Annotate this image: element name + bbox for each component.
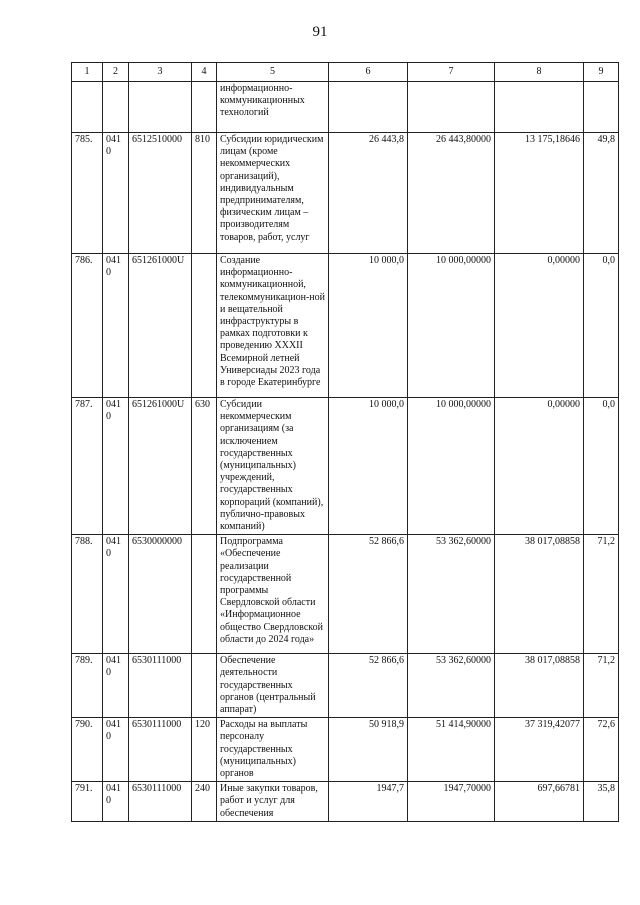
row-number: 786. <box>72 254 103 398</box>
execution-percent: 35,8 <box>584 782 619 822</box>
refined-amount: 10 000,00000 <box>408 398 495 535</box>
item-name: Обеспечение деятельности государственных органов (центральный аппарат) <box>217 654 329 718</box>
target-article-code: 6530111000 <box>129 654 192 718</box>
section-code: 0410 <box>103 133 129 254</box>
target-article-code: 6512510000 <box>129 133 192 254</box>
execution-percent: 0,0 <box>584 254 619 398</box>
row-number: 787. <box>72 398 103 535</box>
approved-amount: 1947,7 <box>329 782 408 822</box>
col-header: 5 <box>217 63 329 82</box>
item-name: Расходы на выплаты персоналу государственных (муниципальных) органов <box>217 718 329 782</box>
row-number: 788. <box>72 535 103 654</box>
execution-percent: 72,6 <box>584 718 619 782</box>
col-header: 2 <box>103 63 129 82</box>
row-number: 789. <box>72 654 103 718</box>
executed-amount: 697,66781 <box>495 782 584 822</box>
item-name: Субсидии некоммерческим организациям (за исключением государственных (муниципальных) учреждений, государственных корпораций (компаний), публично-правовых компаний) <box>217 398 329 535</box>
item-name: Субсидии юридическим лицам (кроме некоммерческих организаций), индивидуальным предпринимателям, физическим лицам – производителям товаров, работ, услуг <box>217 133 329 254</box>
table-row <box>72 535 619 654</box>
row-number: 790. <box>72 718 103 782</box>
approved-amount: 52 866,6 <box>329 654 408 718</box>
section-code: 0410 <box>103 718 129 782</box>
execution-percent: 71,2 <box>584 535 619 654</box>
table-row <box>72 82 619 133</box>
refined-amount: 10 000,00000 <box>408 254 495 398</box>
col-header: 1 <box>72 63 103 82</box>
item-name: Создание информационно-коммуникационной, телекоммуникацион-ной и вещательной инфраструктуры в рамках подготовки к проведению XXXII Всемирной летней Универсиады 2023 года в городе Екатеринбурге <box>217 254 329 398</box>
refined-amount <box>408 82 495 133</box>
table-row <box>72 133 619 254</box>
expense-type-code: 810 <box>192 133 217 254</box>
budget-table <box>71 62 619 822</box>
col-header: 8 <box>495 63 584 82</box>
execution-percent <box>584 82 619 133</box>
expense-type-code: 240 <box>192 782 217 822</box>
target-article-code <box>129 82 192 133</box>
item-name: Подпрограмма «Обеспечение реализации государственной программы Свердловской области «Информационное общество Свердловской области до 2024 года» <box>217 535 329 654</box>
refined-amount: 26 443,80000 <box>408 133 495 254</box>
section-code: 0410 <box>103 782 129 822</box>
approved-amount: 10 000,0 <box>329 398 408 535</box>
col-header: 6 <box>329 63 408 82</box>
expense-type-code <box>192 82 217 133</box>
section-code: 0410 <box>103 654 129 718</box>
approved-amount: 50 918,9 <box>329 718 408 782</box>
table-row <box>72 398 619 535</box>
executed-amount: 0,00000 <box>495 398 584 535</box>
target-article-code: 6530000000 <box>129 535 192 654</box>
section-code <box>103 82 129 133</box>
approved-amount: 26 443,8 <box>329 133 408 254</box>
executed-amount: 0,00000 <box>495 254 584 398</box>
section-code: 0410 <box>103 398 129 535</box>
table-row <box>72 254 619 398</box>
target-article-code: 6530111000 <box>129 782 192 822</box>
table-row <box>72 654 619 718</box>
col-header: 4 <box>192 63 217 82</box>
execution-percent: 0,0 <box>584 398 619 535</box>
expense-type-code <box>192 654 217 718</box>
executed-amount: 13 175,18646 <box>495 133 584 254</box>
header-row <box>72 63 619 82</box>
approved-amount <box>329 82 408 133</box>
approved-amount: 52 866,6 <box>329 535 408 654</box>
approved-amount: 10 000,0 <box>329 254 408 398</box>
executed-amount: 38 017,08858 <box>495 535 584 654</box>
executed-amount <box>495 82 584 133</box>
expense-type-code <box>192 254 217 398</box>
item-name: Иные закупки товаров, работ и услуг для обеспечения <box>217 782 329 822</box>
target-article-code: 6530111000 <box>129 718 192 782</box>
section-code: 0410 <box>103 535 129 654</box>
page-number: 91 <box>312 24 328 40</box>
col-header: 3 <box>129 63 192 82</box>
target-article-code: 651261000U <box>129 254 192 398</box>
executed-amount: 38 017,08858 <box>495 654 584 718</box>
execution-percent: 49,8 <box>584 133 619 254</box>
row-number <box>72 82 103 133</box>
row-number: 791. <box>72 782 103 822</box>
expense-type-code: 630 <box>192 398 217 535</box>
execution-percent: 71,2 <box>584 654 619 718</box>
refined-amount: 53 362,60000 <box>408 654 495 718</box>
item-name: информационно- коммуникационных технологий <box>217 82 329 133</box>
row-number: 785. <box>72 133 103 254</box>
col-header: 9 <box>584 63 619 82</box>
col-header: 7 <box>408 63 495 82</box>
refined-amount: 1947,70000 <box>408 782 495 822</box>
refined-amount: 53 362,60000 <box>408 535 495 654</box>
executed-amount: 37 319,42077 <box>495 718 584 782</box>
expense-type-code <box>192 535 217 654</box>
refined-amount: 51 414,90000 <box>408 718 495 782</box>
table-row <box>72 782 619 822</box>
target-article-code: 651261000U <box>129 398 192 535</box>
table-row <box>72 718 619 782</box>
section-code: 0410 <box>103 254 129 398</box>
expense-type-code: 120 <box>192 718 217 782</box>
